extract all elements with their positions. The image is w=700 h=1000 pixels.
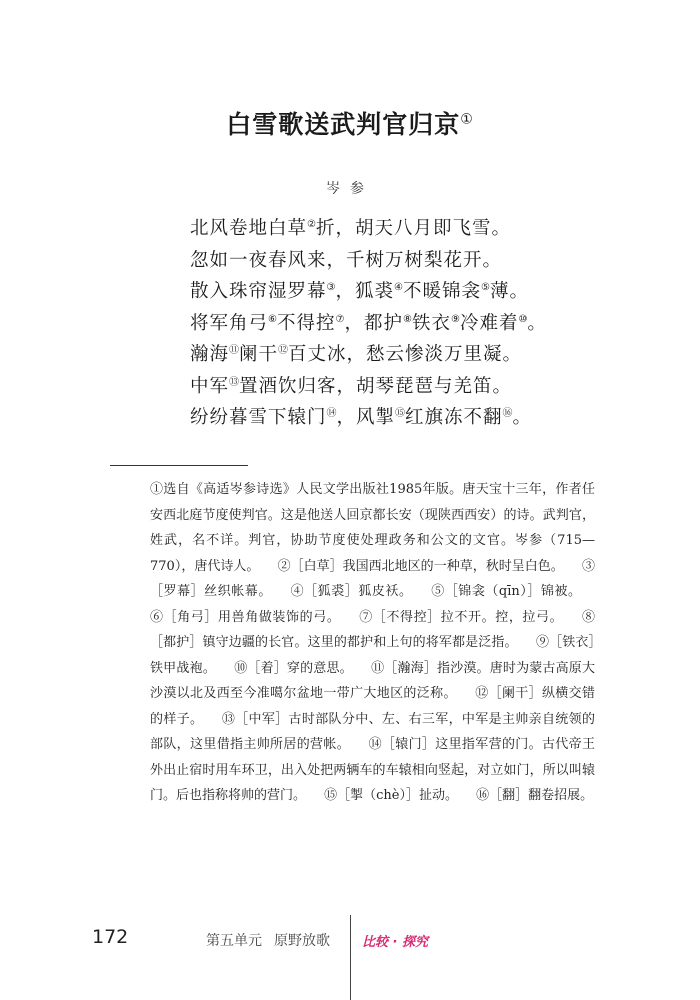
poem-line [190,371,610,403]
poem-text: 置酒饮归客，胡琴琵琶与羌笛。 [239,375,513,397]
poem-line [190,245,610,277]
footnote: ⑪［瀚海］指沙漠。唐时为蒙古高原大沙漠以北及西至今准噶尔盆地一带广大地区的泛称。 [150,660,595,701]
poem-title-text: 白雪歌送武判官归京 [226,110,461,139]
poem-text: 红旗冻不翻 [405,407,503,428]
footnote-marker: ⑫ [278,344,289,356]
unit-label: 第五单元 [206,933,262,949]
poem-text: 。 [512,407,533,428]
footnote-marker: ⑨ [450,313,460,325]
poem-text: 铁衣 [411,312,451,334]
poem-text: 瀚海 [190,344,230,365]
footnote: ⑦［不得控］拉不开。控，拉弓。 [359,609,564,625]
poem-title-footnote-mark: ① [460,111,474,128]
footnote: ②［白草］我国西北地区的一种草，秋时呈白色。 [277,558,564,574]
footnote: ⑮［掣（chè）］扯动。 [324,788,459,803]
footnote: ③［罗幕］丝织帐幕。 [150,558,595,599]
poem-text: 不暖锦衾 [402,281,481,302]
poem-text: 忽如一夜春风来，千树万树梨花开。 [190,249,503,271]
footnote: ⑩［着］穿的意思。 [234,660,353,676]
poem-author: 岑参 [326,181,374,197]
page-number: 172 [92,926,129,948]
footnotes [150,477,595,809]
poem-title [0,105,700,141]
poem-text: 散入珠帘湿罗幕 [190,281,327,302]
footnote: ⑬［中军］古时部队分中、左、右三军，中军是主帅亲自统领的部队，这里借指主帅所居的营帐。 [150,711,595,752]
section-label: 比较 · 探究 [362,935,428,950]
poem-line [190,308,610,340]
poem-text: 不得控 [276,312,336,334]
poem-line [190,402,610,434]
footnote-marker: ⑧ [402,313,412,325]
footnote: ⑧［都护］镇守边疆的长官。这里的都护和上句的将军都是泛指。 [150,609,595,650]
unit-title: 原野放歌 [274,933,330,949]
footnote-marker: ⑬ [229,376,240,388]
footnote-marker: ③ [326,281,336,293]
footnote: ⑫［阑干］纵横交错的样子。 [150,686,595,727]
poem-body [190,213,610,434]
poem-line [190,276,610,308]
footnote-marker: ⑭ [326,407,337,419]
footnote-divider [110,465,248,466]
footnote-marker: ④ [394,281,403,293]
poem-line [190,213,610,245]
footnote: ⑥［角弓］用兽角做装饰的弓。 [150,609,341,625]
footnote: ①选自《高适岑参诗选》人民文学出版社1985年版。唐天宝十三年，作者任安西北庭节度使判官。这是他送人回京都长安（现陕西西安）的诗。武判官，姓武，名不详。判官，协助节度使处理政务和公文的文官。岑参（715—770），唐代诗人。 [150,482,595,574]
footnote-marker: ⑮ [395,407,406,419]
poem-text: 。 [527,312,547,334]
poem-text: 中军 [190,375,230,397]
poem-text: ，风掣 [336,407,396,428]
footnote: ④［狐裘］狐皮袄。 [290,584,413,599]
footnote: ⑨［铁衣］铁甲战袍。 [150,635,595,676]
footnote-marker: ⑦ [335,313,345,325]
poem-line [190,339,610,371]
running-head [206,930,330,950]
footer-divider [350,915,351,1000]
poem-text: ，狐裘 [335,281,394,302]
poem-text: 百丈冰，愁云惨淡万里凝。 [288,344,523,365]
footnote: ⑤［锦衾（qīn）］锦被。 [431,584,581,599]
footnote-marker: ② [307,218,316,230]
poem-text: 将军角弓 [190,312,269,334]
poem-text: 冷难着 [459,312,519,334]
footnote: ⑯［翻］翻卷招展。 [476,788,594,803]
footnote-marker: ⑥ [268,313,277,325]
poem-text: 折，胡天八月即飞雪。 [315,218,511,239]
poem-text: 北风卷地白草 [190,218,308,239]
footnote: ⑭［辕门］这里指军营的门。古代帝王外出止宿时用车环卫，出入处把两辆车的车辕相向竖起，对立如门，所以叫辕门。后也指称将帅的营门。 [150,737,595,803]
poem-text: ，都护 [344,312,403,334]
poem-text: 薄。 [489,281,529,302]
footnote-marker: ⑪ [229,344,240,356]
footnote-marker: ⑤ [480,281,490,293]
poem-text: 纷纷暮雪下辕门 [190,407,327,428]
footnote-marker: ⑯ [502,407,513,419]
poem-text: 阑干 [239,344,279,365]
footnote-marker: ⑩ [518,313,528,325]
